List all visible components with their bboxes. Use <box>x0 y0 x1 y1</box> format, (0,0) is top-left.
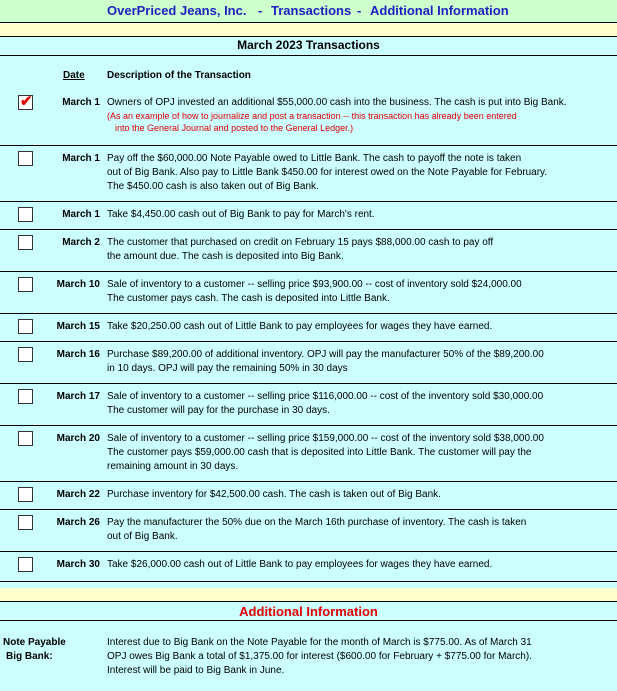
example-note-line: (As an example of how to journalize and post a transaction -- this transaction has already been entered <box>107 111 517 121</box>
example-note <box>107 110 612 134</box>
spacer-band <box>0 23 617 36</box>
transaction-row <box>0 272 617 314</box>
description-line: The customer that purchased on credit on February 15 pays $88,000.00 cash to pay off <box>107 237 494 248</box>
transaction-date: March 16 <box>56 349 100 360</box>
title-separator: - <box>258 3 263 18</box>
description-line: remaining amount in 30 days. <box>107 461 239 472</box>
transaction-description <box>107 152 612 194</box>
date-column-header: Date <box>63 70 85 81</box>
transaction-date: March 30 <box>56 559 100 570</box>
description-line: The customer pays cash. The cash is deposited into Little Bank. <box>107 293 390 304</box>
spacer-band <box>0 588 617 601</box>
transaction-date: March 26 <box>56 517 100 528</box>
note-payable-label-line: Big Bank: <box>6 651 53 662</box>
transaction-date: March 1 <box>62 153 100 164</box>
transactions-link[interactable]: Transactions <box>271 3 352 18</box>
transaction-row <box>0 146 617 202</box>
transaction-description <box>107 278 612 306</box>
transaction-date: March 2 <box>62 237 100 248</box>
transaction-description <box>107 96 612 110</box>
description-line: Take $4,450.00 cash out of Big Bank to pay for March's rent. <box>107 209 375 220</box>
transaction-row <box>0 90 617 146</box>
transaction-description <box>107 320 612 334</box>
description-line: Owners of OPJ invested an additional $55,000.00 cash into the business. The cash is put into Big Bank. <box>107 97 567 108</box>
additional-info-title: Additional Information <box>239 604 378 619</box>
transaction-date: March 10 <box>56 279 100 290</box>
description-line: Sale of inventory to a customer -- selling price $159,000.00 -- cost of the inventory sold $38,000.00 <box>107 433 544 444</box>
transaction-date: March 1 <box>62 97 100 108</box>
transaction-row <box>0 202 617 230</box>
company-name: OverPriced Jeans, Inc. <box>107 3 247 18</box>
additional-info-line: OPJ owes Big Bank a total of $1,375.00 for interest ($600.00 for February + $775.00 for March). <box>107 651 532 662</box>
month-title: March 2023 Transactions <box>237 38 380 52</box>
example-note-line: into the General Journal and posted to the General Ledger.) <box>115 123 354 133</box>
divider <box>0 36 617 37</box>
transaction-row <box>0 342 617 384</box>
transaction-row <box>0 510 617 552</box>
transaction-description <box>107 208 612 222</box>
transaction-row <box>0 482 617 510</box>
description-line: Purchase inventory for $42,500.00 cash. The cash is taken out of Big Bank. <box>107 489 441 500</box>
description-line: in 10 days. OPJ will pay the remaining 50% in 30 days <box>107 363 348 374</box>
description-line: The customer pays $59,000.00 cash that is deposited into Little Bank. The customer will pay the <box>107 447 532 458</box>
transaction-description <box>107 516 612 544</box>
transaction-row <box>0 230 617 272</box>
transaction-description <box>107 236 612 264</box>
description-line: the amount due. The cash is deposited into Big Bank. <box>107 251 344 262</box>
transaction-date: March 20 <box>56 433 100 444</box>
transaction-description <box>107 390 612 418</box>
description-line: Sale of inventory to a customer -- selling price $93,900.00 -- cost of inventory sold $24,000.00 <box>107 279 522 290</box>
description-line: Sale of inventory to a customer -- selling price $116,000.00 -- cost of the inventory sold $30,000.00 <box>107 391 544 402</box>
divider <box>0 620 617 621</box>
description-line: The customer will pay for the purchase in 30 days. <box>107 405 330 416</box>
description-line: Pay the manufacturer the 50% due on the March 16th purchase of inventory. The cash is taken <box>107 517 527 528</box>
description-line: Pay off the $60,000.00 Note Payable owed to Little Bank. The cash to payoff the note is taken <box>107 153 522 164</box>
additional-info-line: Interest due to Big Bank on the Note Payable for the month of March is $775.00. As of March 31 <box>107 637 532 648</box>
note-payable-label <box>3 636 66 664</box>
description-line: out of Big Bank. <box>107 531 178 542</box>
transaction-description <box>107 432 612 474</box>
checkmark-icon: ✔ <box>20 93 33 110</box>
title-separator: - <box>357 3 362 18</box>
additional-info-line: Interest will be paid to Big Bank in June. <box>107 665 285 676</box>
transaction-date: March 1 <box>62 209 100 220</box>
note-payable-label-line: Note Payable <box>3 637 66 648</box>
description-line: Take $20,250.00 cash out of Little Bank to pay employees for wages they have earned. <box>107 321 493 332</box>
transaction-date: March 22 <box>56 489 100 500</box>
title-bar <box>0 0 617 23</box>
transaction-row <box>0 426 617 482</box>
description-line: Take $26,000.00 cash out of Little Bank to pay employees for wages they have earned. <box>107 559 493 570</box>
description-line: The $450.00 cash is also taken out of Big Bank. <box>107 181 319 192</box>
description-line: out of Big Bank. Also pay to Little Bank $450.00 for interest owed on the Note Payable for February. <box>107 167 548 178</box>
divider <box>0 55 617 56</box>
transaction-description <box>107 348 612 376</box>
description-line: Purchase $89,200.00 of additional inventory. OPJ will pay the manufacturer 50% of the $89,200.00 <box>107 349 544 360</box>
transaction-description <box>107 488 612 502</box>
additional-information-link[interactable]: Additional Information <box>370 3 509 18</box>
transaction-description <box>107 558 612 572</box>
transaction-row <box>0 314 617 342</box>
transaction-row <box>0 552 617 582</box>
transaction-row <box>0 384 617 426</box>
transaction-date: March 17 <box>56 391 100 402</box>
transaction-date: March 15 <box>56 321 100 332</box>
divider <box>0 601 617 602</box>
additional-info-text <box>107 636 612 678</box>
description-column-header: Description of the Transaction <box>107 70 251 81</box>
